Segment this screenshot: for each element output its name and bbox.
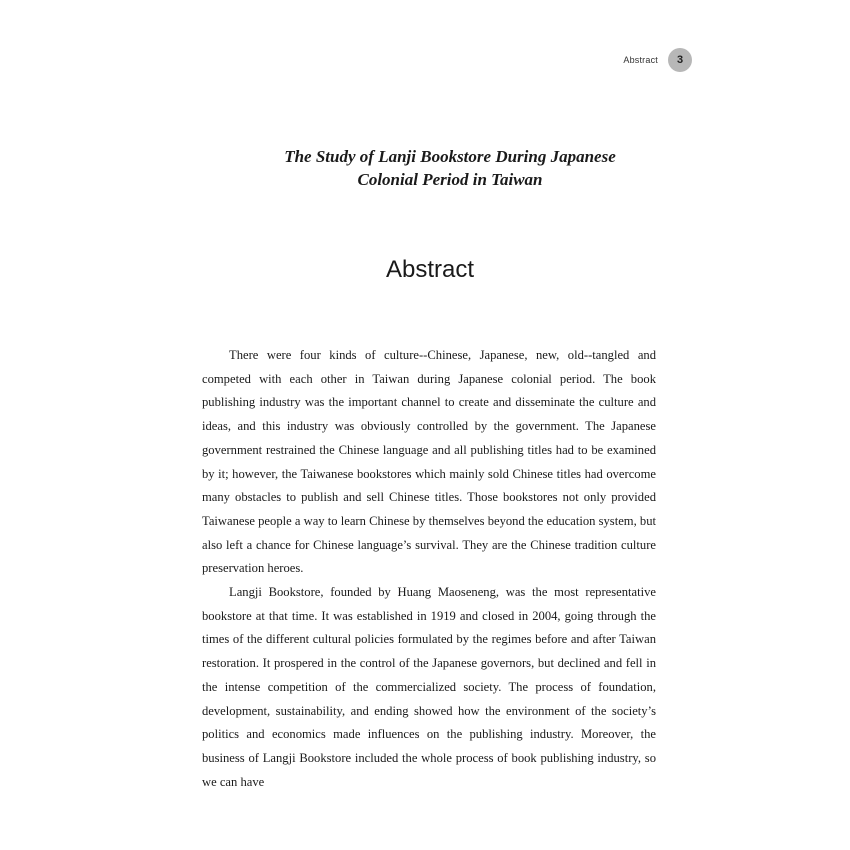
running-header — [623, 48, 692, 72]
section-heading: Abstract — [385, 256, 475, 283]
page-number-badge: 3 — [668, 48, 692, 72]
abstract-paragraph-1: There were four kinds of culture--Chinese, Japanese, new, old--tangled and competed with each other in Taiwan during Japanese colonial period. The book publishing industry was the important channel to create and disseminate the culture and ideas, and this industry was obviously controlled by the government. The Japanese government restrained the Chinese language and all publishing titles had to be examined by it; however, the Taiwanese bookstores which mainly sold Chinese titles had overcome many obstacles to publish and sell Chinese titles. Those bookstores not only provided Taiwanese people a way to learn Chinese by themselves beyond the education system, but also left a chance for Chinese language’s survival. They are the Chinese tradition culture preservation heroes. — [202, 348, 656, 576]
paper-title — [190, 145, 710, 191]
paper-title-line-2: Colonial Period in Taiwan — [357, 170, 543, 190]
abstract-body — [202, 344, 656, 794]
paper-title-line-1: The Study of Lanji Bookstore During Japanese — [284, 147, 616, 167]
running-title: Abstract — [623, 55, 658, 65]
abstract-paragraph-2: Langji Bookstore, founded by Huang Maoseneng, was the most representative bookstore at that time. It was established in 1919 and closed in 2004, going through the times of the different cultural policies formulated by the regimes before and after Taiwan restoration. It prospered in the control of the Japanese governors, but declined and fell in the intense competition of the commercialized society. The process of foundation, development, sustainability, and ending showed how the environment of the society’s politics and economics made influences on the publishing industry. Moreover, the business of Langji Bookstore included the whole process of book publishing industry, so we can have — [202, 585, 656, 789]
